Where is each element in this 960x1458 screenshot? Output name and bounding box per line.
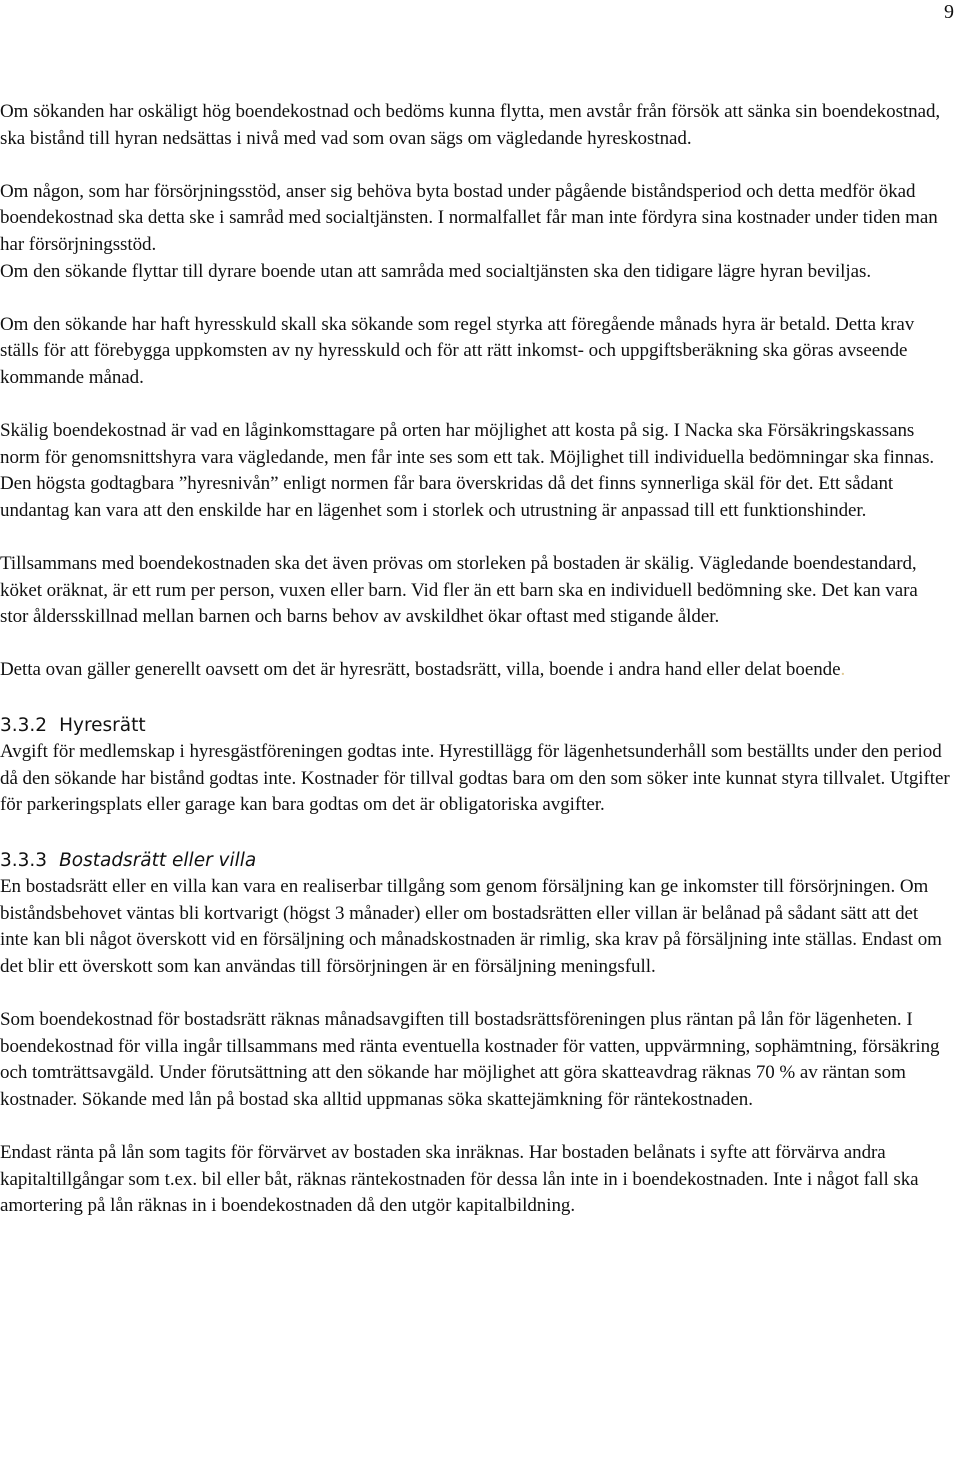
paragraph-boendekostnad-bostadsratt: Som boendekostnad för bostadsrätt räknas månadsavgiften till bostadsrättsföreningen plus räntan på lån för lägenheten. I boendekostnad för villa ingår tillsammans med ränta eventuella kostnader för vatten, uppvärmning, sophämtning, försäkring och tomträttsavgäld. Under förutsättning att den sökande har möjlighet att göra skatteavdrag räknas 70 % av räntan som kostnader. Sökande med lån på bostad ska alltid uppmanas söka skattejämkning för räntekostnaden. [0,1009,940,1110]
paragraph-gap [0,285,950,312]
paragraph-generellt-text: Detta ovan gäller generellt oavsett om det är hyresrätt, bostadsrätt, villa, boende i andra hand eller delat boende [0,659,841,681]
document-body [0,99,950,1220]
paragraph-gap [0,392,950,419]
paragraph-hyresskuld: Om den sökande har haft hyresskuld skall ska sökande som regel styrka att föregående månads hyra är betald. Detta krav ställs för att förebygga uppkomsten av ny hyresskuld och för att rätt inkomst- och uppgiftsberäkning ska göras avseende kommande månad. [0,313,915,388]
paragraph-gap [0,631,950,658]
paragraph-gap [0,525,950,552]
paragraph-gap [0,684,950,711]
paragraph-dyrare-boende: Om den sökande flyttar till dyrare boende utan att samråda med socialtjänsten ska den tidigare lägre hyran beviljas. [0,260,872,282]
paragraph-oskalig-boendekostnad: Om sökanden har oskäligt hög boendekostnad och bedöms kunna flytta, men avstår från försök att sänka sin boendekostnad, ska bistånd till hyran nedsättas i nivå med vad som ovan sägs om vägledande hyreskostnad. [0,101,941,149]
paragraph-skalig-boendekostnad: Skälig boendekostnad är vad en låginkomsttagare på orten har möjlighet att kosta på sig. I Nacka ska Försäkringskassans norm för genomsnittshyra vara vägledande, men får inte ses som ett tak. Möjlighet till individuella bedömningar ska finnas. Den högsta godtagbara ”hyresnivån” enligt normen får bara överskridas då det finns synnerliga skäl för det. Ett sådant undantag kan vara att den enskilde har en lägenhet som i storlek och utrustning är anpassad till ett funktionshinder. [0,420,935,521]
paragraph-ranta-pa-lan: Endast ränta på lån som tagits för förvärvet av bostaden ska inräknas. Har bostaden belånats i syfte att förvärva andra kapitaltillgångar som t.ex. bil eller båt, räknas räntekostnaden för dessa lån inte in i boendekostnaden. Inte i något fall ska amortering på lån räknas in i boendekostnaden då den utgör kapitalbildning. [0,1142,919,1217]
section-title: Hyresrätt [59,714,146,736]
paragraph-gap [0,1114,950,1141]
paragraph-gap [0,819,950,846]
paragraph-generellt-end: . [840,659,846,681]
paragraph-generellt [0,657,950,684]
paragraph-realiserbar-tillgang: En bostadsrätt eller en villa kan vara en realiserbar tillgång som genom försäljning kan ge inkomster till försörjningen. Om biståndsbehovet väntas bli kortvarigt (högst 3 månader) eller om bostadsrätten eller villan är belånad på sådant sätt att det inte kan bli något överskott vid en försäljning och månadskostnaden är rimlig, ska krav på försäljning inte ställas. Endast om det blir ett överskott som kan användas till försörjningen är en försäljning meningsfull. [0,876,942,977]
paragraph-byta-bostad: Om någon, som har försörjningsstöd, anser sig behöva byta bostad under pågående biståndsperiod och detta medför ökad boendekostnad ska detta ske i samråd med socialtjänsten. I normalfallet får man inte fördyra sina kostnader under tiden man har försörjningsstöd. [0,180,938,255]
section-number: 3.3.3 [0,849,48,871]
paragraph-bostadens-storlek: Tillsammans med boendekostnaden ska det även prövas om storleken på bostaden är skälig. Vägledande boendestandard, köket oräknat, är ett rum per person, vuxen eller barn. Vid fler än ett barn ska en individuell bedömning ske. Det kan vara stor åldersskillnad mellan barnen och barns behov av avskildhet ökar oftast med stigande ålder. [0,553,918,628]
section-number: 3.3.2 [0,714,48,736]
section-heading-hyresratt [0,713,950,740]
paragraph-gap [0,152,950,179]
paragraph-hyresratt: Avgift för medlemskap i hyresgästföreningen godtas inte. Hyrestillägg för lägenhetsunderhåll som beställts under den period då den sökande har bistånd godtas inte. Kostnader för tillval godtas bara om den som söker inte kunnat styra tillvalet. Utgifter för parkeringsplats eller garage kan bara godtas om det är obligatoriska avgifter. [0,741,950,816]
section-title: Bostadsrätt eller villa [59,849,257,871]
section-heading-bostadsratt-villa [0,848,950,875]
paragraph-gap [0,981,950,1008]
page-number: 9 [944,1,954,23]
